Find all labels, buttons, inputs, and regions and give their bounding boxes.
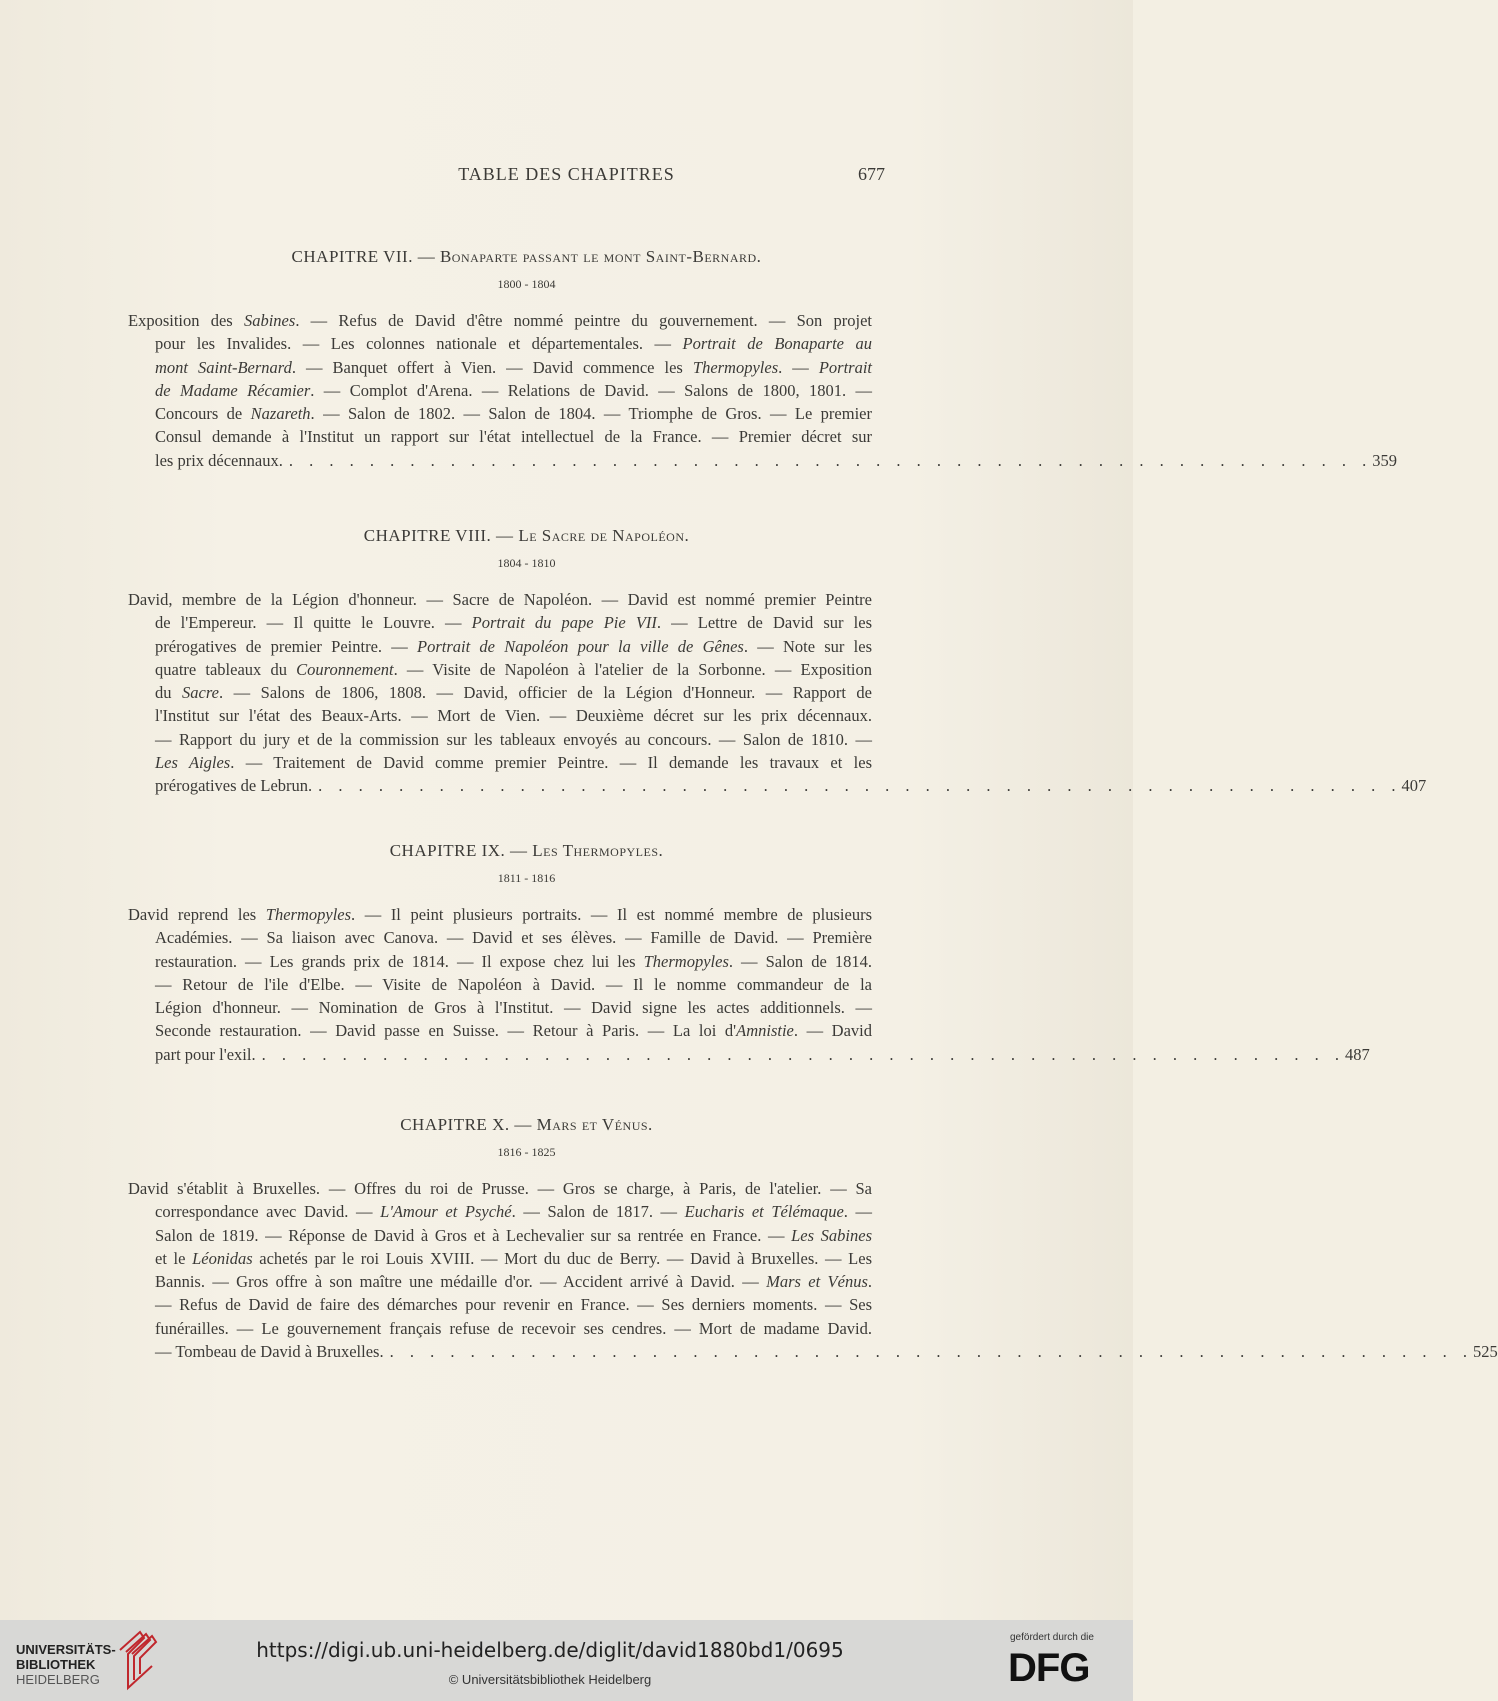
running-title: TABLE DES CHAPITRES [458,164,675,184]
summary-line [155,1317,872,1340]
text-segment: David s'établit à Bruxelles. — Offres du roi de Prusse. — Gros se charge, à Paris, de l'atelier. — Sa [128,1179,872,1198]
library-logo-text [16,1642,116,1687]
text-segment: quatre tableaux du [155,659,297,679]
library-line-1: UNIVERSITÄTS- [16,1642,116,1657]
artwork-title: Thermopyles [692,357,779,377]
summary-line [155,1224,872,1247]
artwork-title: Thermopyles [643,951,729,971]
artwork-title: Les Sabines [791,1225,873,1245]
text-segment: — Tombeau de David à Bruxelles. [155,1342,384,1362]
chapter-number: CHAPITRE IX. — [389,841,533,860]
line-text [155,1202,872,1221]
line-text [155,1021,872,1040]
text-segment: restauration. — Les grands prix de 1814. — Il expose chez lui les [155,951,644,971]
summary-line [155,379,872,402]
line-text [155,637,872,656]
text-segment: et le [155,1248,193,1268]
line-text [155,753,872,772]
summary-line [128,1177,872,1200]
text-segment: prérogatives de premier Peintre. — [155,636,417,656]
chapter-number: CHAPITRE VIII. — [363,526,519,545]
text-segment: . — Lettre de David sur les [656,613,872,633]
summary-line [155,449,1397,472]
text-segment: Académies. — Sa liaison avec Canova. — David et ses élèves. — Famille de David. — Première [155,928,872,948]
chapter-title: Mars et Vénus. [536,1115,653,1134]
permalink-url[interactable]: https://digi.ub.uni-heidelberg.de/diglit/david1880bd1/0695 [256,1638,844,1662]
summary-line [128,309,872,332]
summary-line [155,704,872,727]
text-segment: Légion d'honneur. — Nomination de Gros à l'Institut. — David signe les actes additionnels. — [155,998,872,1018]
chapter-page-number: 407 [1401,776,1427,796]
text-segment: . — Banquet offert à Vien. — David commence les [291,357,693,377]
summary-line [155,728,872,751]
artwork-title: L'Amour et Psyché [380,1202,512,1222]
summary-line [155,1019,872,1042]
dfg-logo: DFG [1008,1646,1090,1690]
chapter-heading [128,841,885,861]
artwork-title: Portrait [818,357,873,377]
chapter-years: 1800 - 1804 [497,277,556,291]
text-segment: de l'Empereur. — Il quitte le Louvre. — [155,613,472,633]
artwork-title: Portrait de Napoléon pour la ville de Gênes [417,636,744,656]
chapter-title: Le Sacre de Napoléon. [518,526,690,545]
text-segment: les prix décennaux. [155,450,283,470]
summary-line [155,1200,872,1223]
artwork-title: Sacre [182,683,219,703]
dot-leader: . . . . . . . . . . . . . . . . . . . . . . . . . . . . . . . . . . . . . . . . . . . . . . . . . . . . . . [318,776,1402,796]
text-segment: . — Salons de 1806, 1808. — David, officier de la Légion d'Honneur. — Rapport de [218,683,872,703]
chapter-years: 1804 - 1810 [497,556,556,570]
line-text [128,590,872,609]
summary-line [155,751,872,774]
line-text [155,381,872,400]
summary-line [155,658,872,681]
summary-line [155,425,872,448]
footer-bar [0,1620,1133,1701]
line-text [155,730,872,749]
chapter-years: 1811 - 1816 [497,871,556,885]
text-segment: Concours de [155,404,251,424]
text-segment: . — Salon de 1802. — Salon de 1804. — Triomphe de Gros. — Le premier [310,404,872,424]
line-text [155,1295,872,1314]
summary-line [155,973,872,996]
chapter-title: Bonaparte passant le mont Saint-Bernard. [439,247,762,266]
summary-line [155,996,872,1019]
text-segment: Exposition des [128,311,244,330]
chapter-years: 1816 - 1825 [497,1145,556,1159]
text-segment: . — Refus de David d'être nommé peintre du gouvernement. — Son projet [295,311,872,330]
chapter-heading [128,526,885,546]
text-segment: . — Salon de 1817. — [511,1202,685,1222]
text-segment: correspondance avec David. — [155,1202,381,1222]
text-segment: David, membre de la Légion d'honneur. — Sacre de Napoléon. — David est nommé premier Peintre [128,590,872,609]
summary-line [128,588,872,611]
summary-line [155,1293,872,1316]
summary-line [155,926,872,949]
line-text [155,998,872,1017]
summary-line [155,681,872,704]
chapter-entry [128,841,1370,1066]
summary-line [155,774,1427,797]
line-text [155,1043,256,1066]
dot-leader: . . . . . . . . . . . . . . . . . . . . . . . . . . . . . . . . . . . . . . . . . . . . . . . . . . . . . . [261,1044,1345,1064]
line-text [155,334,872,353]
summary-line [128,903,872,926]
library-line-2: BIBLIOTHEK [16,1657,96,1672]
text-segment: . — Salon de 1814. [728,951,872,971]
text-segment: David reprend les [128,905,266,924]
line-text [128,1179,872,1198]
text-segment: part pour l'exil. [155,1044,256,1064]
summary-line [155,402,872,425]
artwork-title: mont Saint-Bernard [155,357,292,377]
chapter-page-number: 525 [1472,1342,1498,1362]
chapter-heading [128,247,885,267]
text-segment: funérailles. — Le gouvernement français refuse de recevoir ses cendres. — Mort de madame David. [155,1318,872,1338]
chapter-entry [128,247,1397,472]
line-text [155,683,872,702]
copyright-notice: © Universitätsbibliothek Heidelberg [448,1672,652,1687]
artwork-title: Mars et Vénus [766,1272,868,1292]
text-segment: Consul demande à l'Institut un rapport sur l'état intellectuel de la France. — Premier décret sur [155,427,872,447]
line-text [155,449,283,472]
summary-line [155,1340,1498,1363]
summary-line [155,950,872,973]
text-segment: achetés par le roi Louis XVIII. — Mort du duc de Berry. — David à Bruxelles. — Les [252,1248,872,1268]
line-text [128,905,872,924]
line-text [155,928,872,947]
chapter-summary [128,309,1397,472]
text-segment: du [155,683,183,703]
funded-by-label: gefördert durch die [1010,1632,1094,1643]
summary-line [155,1043,1370,1066]
text-segment: prérogatives de Lebrun. [155,776,313,796]
text-segment: . — Traitement de David comme premier Peintre. — Il demande les travaux et les [230,753,872,773]
artwork-title: Les Aigles [155,753,231,773]
dot-leader: . . . . . . . . . . . . . . . . . . . . . . . . . . . . . . . . . . . . . . . . . . . . . . . . . . . . . . [288,450,1373,470]
summary-line [155,1247,872,1270]
text-segment: . [867,1272,872,1292]
text-segment: . — Visite de Napoléon à l'atelier de la Sorbonne. — Exposition [393,659,872,679]
library-line-3: HEIDELBERG [16,1672,100,1687]
artwork-title: Thermopyles [265,905,352,924]
line-text [155,404,872,423]
line-text [155,427,872,446]
chapter-number: CHAPITRE VII. — [291,247,440,266]
chapter-number: CHAPITRE X. — [400,1115,537,1134]
summary-line [155,356,872,379]
summary-line [155,332,872,355]
line-text [155,660,872,679]
line-text [155,774,312,797]
line-text [155,1319,872,1338]
text-segment: . — [778,357,819,377]
line-text [155,706,872,725]
text-segment: Seconde restauration. — David passe en Suisse. — Retour à Paris. — La loi d' [155,1021,737,1041]
artwork-title: Nazareth [250,404,311,424]
text-segment: . — Il peint plusieurs portraits. — Il est nommé membre de plusieurs [351,905,872,924]
chapter-summary [128,588,1427,798]
text-segment: pour les Invalides. — Les colonnes nationale et départementales. — [155,334,683,354]
summary-line [155,1270,872,1293]
text-segment: Bannis. — Gros offre à son maître une médaille d'or. — Accident arrivé à David. — [155,1272,767,1292]
artwork-title: Sabines [243,311,296,330]
line-text [155,1340,384,1363]
line-text [155,952,872,971]
line-text [155,975,872,994]
chapter-entry [128,526,1427,798]
chapter-entry [128,1115,1498,1363]
line-text [155,358,872,377]
dot-leader: . . . . . . . . . . . . . . . . . . . . . . . . . . . . . . . . . . . . . . . . . . . . . . . . . . . . . . [389,1342,1473,1362]
text-segment: . — Note sur les [743,636,872,656]
summary-line [155,611,872,634]
artwork-title: Portrait de Bonaparte au [682,334,873,354]
line-text [128,311,872,330]
text-segment: — Refus de David de faire des démarches pour revenir en France. — Ses derniers moments. — Ses [155,1295,872,1315]
artwork-title: de Madame Récamier [155,380,311,400]
text-segment: — Retour de l'ile d'Elbe. — Visite de Napoléon à David. — Il le nomme commandeur de la [155,974,872,994]
chapter-page-number: 487 [1344,1044,1370,1064]
chapter-summary [128,1177,1498,1363]
line-text [155,1226,872,1245]
chapter-summary [128,903,1370,1066]
text-segment: Salon de 1819. — Réponse de David à Gros et à Lechevalier sur sa rentrée en France. — [155,1225,792,1245]
summary-line [155,635,872,658]
artwork-title: Amnistie [736,1021,794,1041]
text-segment: . — [843,1202,873,1222]
chapter-heading [128,1115,885,1135]
line-text [155,1272,872,1291]
artwork-title: Portrait du pape Pie VII [471,613,657,633]
line-text [155,1249,872,1268]
library-logo-icon [116,1630,162,1692]
artwork-title: Léonidas [192,1248,253,1268]
text-segment: . — Complot d'Arena. — Relations de David. — Salons de 1800, 1801. — [310,380,872,400]
text-segment: . — David [793,1021,873,1041]
chapter-page-number: 359 [1372,450,1397,470]
line-text [155,613,872,632]
text-segment: l'Institut sur l'état des Beaux-Arts. — Mort de Vien. — Deuxième décret sur les prix décennaux. [155,706,872,726]
page-number: 677 [858,164,885,184]
chapter-title: Les Thermopyles. [532,841,664,860]
artwork-title: Couronnement [296,659,394,679]
text-segment: — Rapport du jury et de la commission sur les tableaux envoyés au concours. — Salon de 1810. — [155,729,872,749]
artwork-title: Eucharis et Télémaque [684,1202,844,1222]
